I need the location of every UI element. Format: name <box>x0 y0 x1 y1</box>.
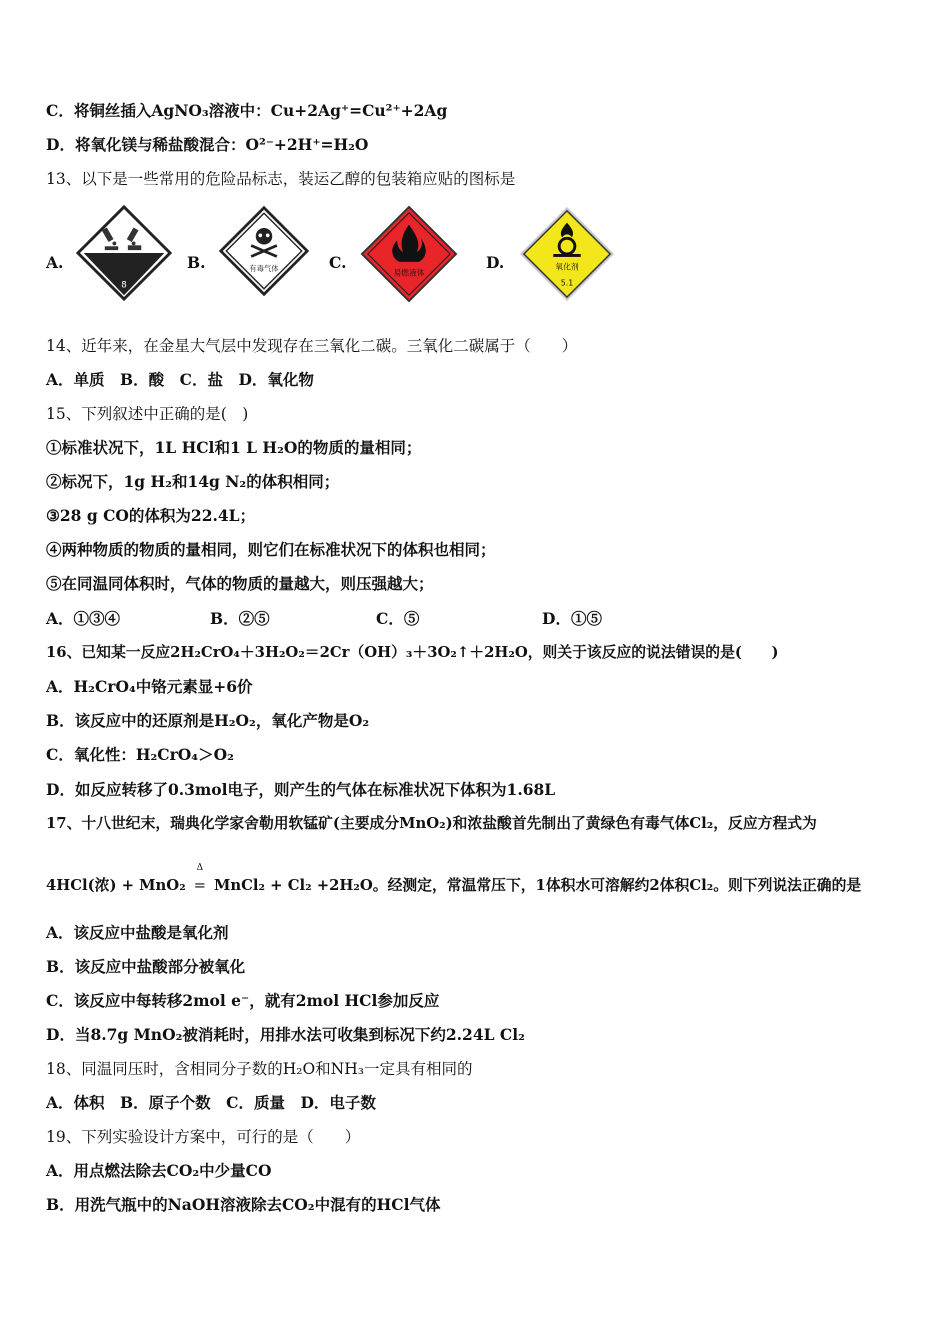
q15-option-c: C．⑤ <box>376 609 420 628</box>
icon-option-c-label: C. <box>329 253 347 272</box>
q15-option-d: D．①⑤ <box>542 609 602 628</box>
statement-4: ④两种物质的物质的量相同，则它们在标准状况下的体积也相同； <box>46 540 496 559</box>
q17-option-c: C．该反应中每转移2mol e⁻，就有2mol HCl参加反应 <box>46 991 440 1010</box>
equation-right: MnCl₂ + Cl₂ +2H₂O。经测定，常温常压下，1体积水可溶解约2体积Cl₂。则下列说法正确的是 <box>208 877 862 894</box>
q16-option-d: D．如反应转移了0.3mol电子，则产生的气体在标准状况下体积为1.68L <box>46 780 556 799</box>
q16-option-b: B．该反应中的还原剂是H₂O₂，氧化产物是O₂ <box>46 711 370 730</box>
q17-option-a: A．该反应中盐酸是氧化剂 <box>46 923 229 942</box>
question-18-options: A．体积 B．原子个数 C．质量 D．电子数 <box>46 1093 376 1112</box>
statement-1: ①标准状况下，1L HCl和1 L H₂O的物质的量相同； <box>46 438 422 457</box>
hazard-icons-row <box>46 205 686 310</box>
question-17-equation <box>46 863 862 897</box>
question-14-options: A．单质 B．酸 C．盐 D．氧化物 <box>46 370 314 389</box>
statement-3: ③28 g CO的体积为22.4L； <box>46 506 256 525</box>
question-18: 18、同温同压时，含相同分子数的H₂O和NH₃一定具有相同的 <box>46 1060 473 1078</box>
option-d-prev: D．将氧化镁与稀盐酸混合：O²⁻+2H⁺=H₂O <box>46 135 369 154</box>
flammable-liquid-icon <box>360 205 458 303</box>
flammable-liquid-text: 易燃液体 <box>393 268 425 278</box>
q17-option-d: D．当8.7g MnO₂被消耗时，用排水法可收集到标况下约2.24L Cl₂ <box>46 1025 525 1044</box>
question-13: 13、以下是一些常用的危险品标志，装运乙醇的包装箱应贴的图标是 <box>46 170 516 188</box>
oxidizer-text: 氧化剂 <box>555 262 579 272</box>
corrosive-icon <box>76 205 172 301</box>
question-16: 16、已知某一反应2H₂CrO₄＋3H₂O₂＝2Cr（OH）₃＋3O₂↑＋2H₂O，则关于该反应的说法错误的是( ) <box>46 644 779 661</box>
question-19: 19、下列实验设计方案中，可行的是（ ） <box>46 1128 361 1146</box>
icon-option-b-label: B. <box>187 253 206 272</box>
toxic-gas-icon <box>218 205 310 297</box>
q19-option-b: B．用洗气瓶中的NaOH溶液除去CO₂中混有的HCl气体 <box>46 1195 441 1214</box>
question-14: 14、近年来，在金星大气层中发现存在三氧化二碳。三氧化二碳属于（ ） <box>46 337 578 355</box>
equation-left: 4HCl(浓) + MnO₂ <box>46 877 191 894</box>
statement-2: ②标况下，1g H₂和14g N₂的体积相同； <box>46 472 340 491</box>
q16-option-a: A．H₂CrO₄中铬元素显+6价 <box>46 677 253 696</box>
corrosive-number: 8 <box>121 280 127 291</box>
q16-option-c: C．氧化性：H₂CrO₄＞O₂ <box>46 745 234 764</box>
q19-option-a: A．用点燃法除去CO₂中少量CO <box>46 1161 272 1180</box>
heating-equals-sign <box>191 863 209 897</box>
q15-option-a: A．①③④ <box>46 609 121 628</box>
q15-option-b: B．②⑤ <box>210 609 270 628</box>
option-c-prev: C．将铜丝插入AgNO₃溶液中：Cu+2Ag⁺=Cu²⁺+2Ag <box>46 101 448 120</box>
equals-sign: = <box>193 877 207 894</box>
q17-option-b: B．该反应中盐酸部分被氧化 <box>46 957 246 976</box>
oxidizer-number: 5.1 <box>560 278 574 288</box>
statement-5: ⑤在同温同体积时，气体的物质的量越大，则压强越大； <box>46 574 434 593</box>
toxic-gas-text: 有毒气体 <box>249 264 279 274</box>
delta-symbol: Δ <box>196 863 204 873</box>
icon-option-a-label: A. <box>46 253 64 272</box>
icon-option-d-label: D. <box>486 253 505 272</box>
question-17: 17、十八世纪末，瑞典化学家舍勒用软锰矿(主要成分MnO₂)和浓盐酸首先制出了黄绿色有毒气体Cl₂，反应方程式为 <box>46 815 817 832</box>
question-15: 15、下列叙述中正确的是( ) <box>46 405 249 423</box>
oxidizer-icon <box>518 205 616 303</box>
